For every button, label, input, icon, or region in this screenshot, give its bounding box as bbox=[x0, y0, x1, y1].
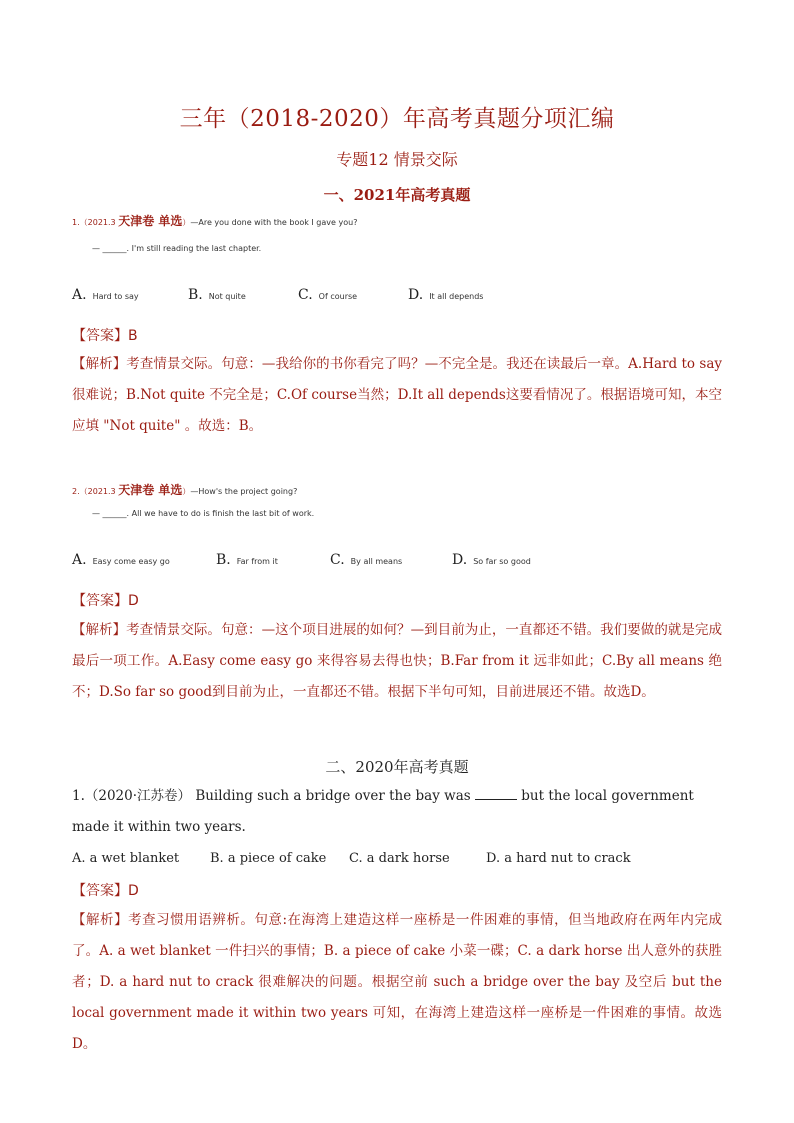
s2-q1-answer: 【答案】D bbox=[72, 883, 139, 899]
s1-q1-paren-close: ） bbox=[182, 218, 191, 227]
s2-q1-blank bbox=[475, 787, 517, 800]
s2-q1-stem bbox=[72, 781, 722, 843]
s1-q2-analysis bbox=[72, 615, 722, 708]
s1-q2-option-c: C. By all means bbox=[330, 552, 403, 568]
s2-q1-option-b: B. a piece of cake bbox=[210, 851, 327, 866]
s1-q1-option-d: D. It all depends bbox=[408, 287, 484, 303]
s1-q1-number: 1. bbox=[72, 218, 80, 227]
s1-q2-src-year: 2021.3 bbox=[87, 487, 116, 496]
s1-q1-analysis bbox=[72, 349, 722, 442]
s1-q2-reply: — ______. All we have to do is finish the last bit of work. bbox=[92, 509, 315, 518]
s1-q1-src-year: 2021.3 bbox=[87, 218, 116, 227]
s1-q2-src-name: 天津卷 单选 bbox=[118, 483, 183, 497]
s1-q1-option-c: C. Of course bbox=[298, 287, 358, 303]
s1-q2-prompt: —How's the project going? bbox=[190, 487, 298, 496]
s1-q1-stem bbox=[72, 212, 357, 229]
s1-q1-analysis-tag: 【解析】 bbox=[72, 356, 127, 372]
s1-q1-options bbox=[72, 284, 722, 304]
section-1-heading: 一、2021年高考真题 bbox=[323, 186, 471, 204]
s1-q1-reply: — ______. I'm still reading the last chapter. bbox=[92, 244, 262, 253]
s1-q2-number: 2. bbox=[72, 487, 80, 496]
s2-q1-options bbox=[72, 851, 722, 871]
s1-q2-answer: 【答案】D bbox=[72, 593, 139, 609]
document-subtitle: 专题12 情景交际 bbox=[336, 150, 458, 169]
s1-q1-src-name: 天津卷 单选 bbox=[118, 214, 183, 228]
s2-q1-analysis-text: 考查习惯用语辨析。句意:在海湾上建造这样一座桥是一件困难的事情，但当地政府在两年内完成了。A. a wet blanket 一件扫兴的事情；B. a piece of cake 小菜一碟；C. a dark horse 出人意外的获胜者；D. a hard nut to crack 很难解决的问题。根据空前 such a bridge over the bay 及空后 but the local government made it within two years 可知，在海湾上建造这样一座桥是一件困难的事情。故选D。 bbox=[72, 912, 722, 1052]
s2-q1-analysis bbox=[72, 905, 722, 1060]
section-2-heading: 二、2020年高考真题 bbox=[325, 758, 469, 776]
s1-q2-analysis-tag: 【解析】 bbox=[72, 622, 127, 638]
s2-q1-option-d: D. a hard nut to crack bbox=[486, 851, 631, 866]
s1-q1-option-b: B. Not quite bbox=[188, 287, 246, 303]
s1-q2-options bbox=[72, 549, 722, 569]
s1-q2-option-b: B. Far from it bbox=[216, 552, 278, 568]
s1-q1-answer: 【答案】B bbox=[72, 328, 138, 344]
s1-q1-analysis-text: 考查情景交际。句意：—我给你的书你看完了吗？—不完全是。我还在读最后一章。A.Hard to say很难说；B.Not quite 不完全是；C.Of course当然；D.It all depends这要看情况了。根据语境可知，本空应填 "Not quite" 。故选：B。 bbox=[72, 356, 722, 434]
s2-q1-option-a: A. a wet blanket bbox=[72, 851, 180, 866]
s1-q2-paren-open: （ bbox=[79, 487, 88, 496]
s1-q1-prompt: —Are you done with the book I gave you? bbox=[190, 218, 358, 227]
s1-q2-option-a: A. Easy come easy go bbox=[72, 552, 170, 568]
s2-q1-stem-before: 1.（2020·江苏卷） Building such a bridge over the bay was bbox=[72, 788, 471, 804]
s1-q2-stem bbox=[72, 481, 297, 498]
s2-q1-option-c: C. a dark horse bbox=[349, 851, 450, 866]
s1-q2-analysis-text: 考查情景交际。句意：—这个项目进展的如何？—到目前为止，一直都还不错。我们要做的就是完成最后一项工作。A.Easy come easy go 来得容易去得也快；B.Far from it 远非如此；C.By all means 绝不；D.So far so good到目前为止，一直都还不错。根据下半句可知，目前进展还不错。故选D。 bbox=[72, 622, 723, 700]
s2-q1-stem-after: but the local government made it within two years. bbox=[72, 788, 694, 835]
s2-q1-analysis-tag: 【解析】 bbox=[72, 912, 129, 928]
s1-q1-option-a: A. Hard to say bbox=[72, 287, 139, 303]
s1-q2-paren-close: ） bbox=[182, 487, 191, 496]
s1-q1-paren-open: （ bbox=[79, 218, 88, 227]
document-title: 三年（2018-2020）年高考真题分项汇编 bbox=[179, 106, 615, 132]
s1-q2-option-d: D. So far so good bbox=[452, 552, 531, 568]
